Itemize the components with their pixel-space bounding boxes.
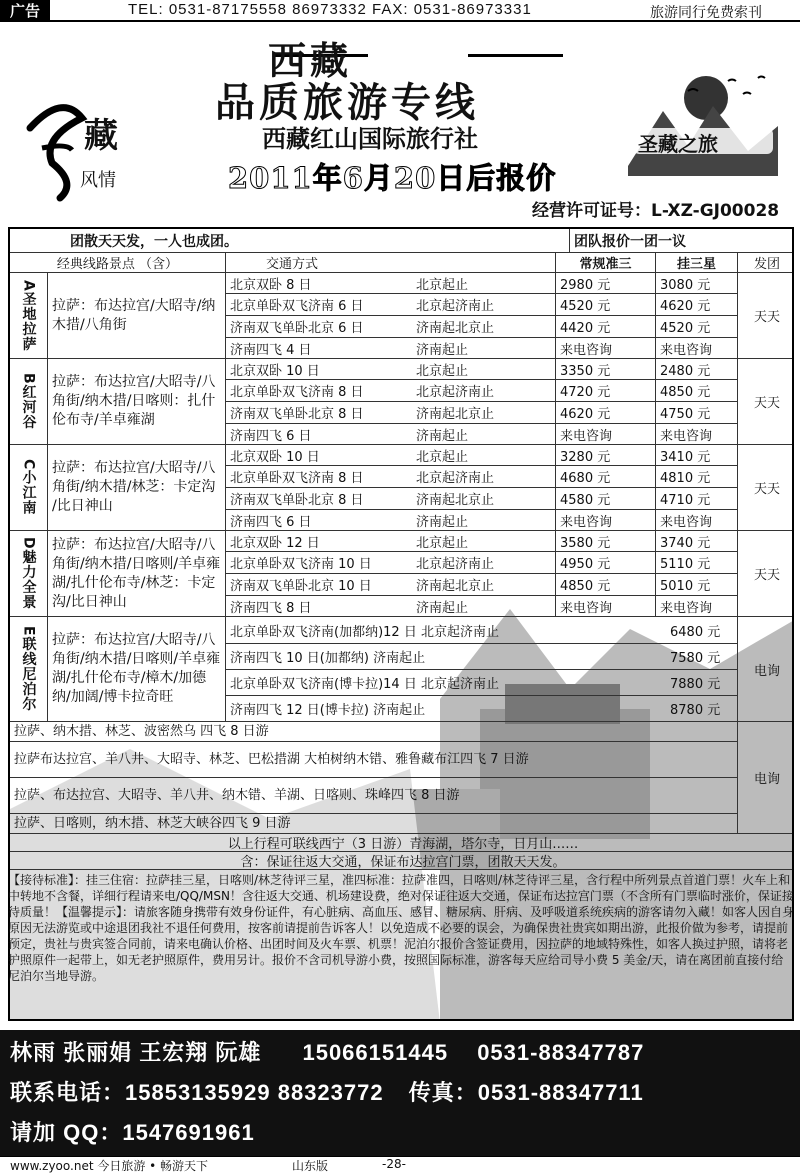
price-star3: 3410 元 (656, 445, 738, 465)
footer-contacts (0, 1030, 800, 1156)
table-row (226, 488, 738, 510)
price-star3: 来电咨询 (656, 510, 738, 530)
contact-phone-line: 联系电话：15853135929 88323772 传真：0531-88347711 (10, 1080, 644, 1105)
price-star3: 5010 元 (656, 574, 738, 595)
extra-route-text: 拉萨、日喀则，纳木措、林芝大峡谷四飞 9 日游 (10, 814, 738, 833)
transport-endpoints: 北京起济南止 (416, 385, 495, 400)
price-std: 来电咨询 (556, 424, 656, 444)
route-code: B红河谷 (10, 359, 48, 444)
route-depart: 天天 (753, 568, 780, 583)
page-number: -28- (382, 1157, 406, 1171)
transport-endpoints: 济南起北京止 (416, 407, 495, 422)
price: 7880 元 (666, 670, 738, 695)
route-group (10, 273, 794, 359)
ad-tag: 广告 (0, 0, 50, 22)
transport-mode: 北京单卧双飞济南(博卡拉)14 日 北京起济南止 (230, 677, 499, 692)
transport-endpoints: 济南起北京止 (416, 579, 495, 594)
route-depart: 天天 (753, 310, 780, 325)
transport-mode: 济南四飞 6 日 济南起止 (226, 424, 556, 444)
price-std: 来电咨询 (556, 338, 656, 358)
top-bar (0, 0, 800, 22)
table-row (226, 574, 738, 596)
extra-route-text: 拉萨布达拉宫、羊八井、大昭寺、林芝、巴松措湖 大柏树纳木错、雅鲁藏布江四飞 7 日游 (10, 742, 738, 777)
transport-mode: 济南四飞 4 日 济南起止 (226, 338, 556, 358)
price-star3: 4810 元 (656, 466, 738, 487)
table-row (226, 670, 738, 696)
header (0, 24, 800, 224)
route-spots: 拉萨：布达拉宫/大昭寺/八角街/纳木措/日喀则/羊卓雍湖/扎什伦布寺/林芝：卡定沟/比日神山 (48, 531, 226, 616)
price-std: 4620 元 (556, 402, 656, 423)
extra-route-row (10, 778, 738, 814)
license-number: 经营许可证号：L-XZ-GJ00028 (532, 201, 780, 221)
table-row (226, 424, 738, 445)
price-std: 2980 元 (556, 273, 656, 293)
transport-endpoints: 济南起北京止 (416, 493, 495, 508)
agency-name: 西藏红山国际旅行社 (262, 125, 478, 153)
include-row (10, 852, 794, 870)
qinghai-note: 以上行程可联线西宁（3 日游）青海湖，塔尔寺，日月山…… (227, 837, 579, 852)
mobile-number: 15066151445 (302, 1040, 449, 1065)
transport-endpoints: 济南起止 (416, 428, 469, 444)
table-row (226, 294, 738, 316)
price: 7580 元 (666, 644, 738, 669)
include-note: 含：保证往返大交通，保证布达拉宫门票，团散天天发。 (240, 855, 566, 870)
table-row (226, 531, 738, 552)
transport-mode: 北京单卧双飞济南 8 日 北京起济南止 (226, 466, 556, 487)
notes-block: 【接待标准】：挂三住宿：拉萨挂三星，日喀则/林芝待评三星，准四标准：拉萨准四，日喀则/林芝待评三星，含行程中所列景点首道门票！火车上和中转地不含餐，详细行程请来电/QQ/MSN！含往返大交通、机场建设费，绝对保证往返大交通，保证布达拉宫门票（不含所有门票临时涨价，保证接待质量！【温馨提示】：请旅客随身携带有效身份证件，有心脏病、高血压、感冒、糖尿病、肝病、及呼吸道系统疾病的游客请勿入藏！如客人因自身原因无法游览或中途退团我社不退任何费用，按客前请提前告诉客人！以免造成不必要的误会，为确保贵社贵宾如期出游，此报价做为参考，请提前预定，贵社与贵宾签合同前，请来电确认价格、出团时间及火车票、机票！泥泊尔报价含签证费用，因拉萨的地域特殊性，如客人换过护照，请将老护照原件一起带上，如无老护照原件，费用另计。报价不含司机导游小费，按照国际标准，游客每天应给司导小费 5 美金/天，请在离团前直接付给尼泊尔当地导游。 (8, 873, 795, 983)
qinghai-row (10, 834, 794, 852)
logo-right (628, 66, 778, 176)
route-code: C小江南 (10, 445, 48, 530)
price-std: 4580 元 (556, 488, 656, 509)
price-std: 3350 元 (556, 359, 656, 379)
route-spots: 拉萨：布达拉宫/大昭寺/八角街/纳木措/日喀则：扎什伦布寺/羊卓雍湖 (48, 359, 226, 444)
price-std: 来电咨询 (556, 510, 656, 530)
transport-mode: 北京双卧 8 日 北京起止 (226, 273, 556, 293)
table-row (226, 273, 738, 294)
logo-left-sub: 风情 (80, 170, 116, 191)
transport-mode: 济南双飞单卧北京 6 日 济南起北京止 (226, 316, 556, 337)
transport-mode: 济南四飞 12 日(博卡拉) 济南起止 (230, 703, 426, 718)
transport-endpoints: 北京起止 (416, 363, 469, 379)
transport-endpoints: 北京起济南止 (416, 557, 495, 572)
price-std: 4720 元 (556, 380, 656, 401)
banner-left: 团散天天发，一人也成团。 (10, 229, 570, 252)
price-std: 来电咨询 (556, 596, 656, 616)
table-row (226, 380, 738, 402)
qq-line: 请加 QQ：1547691961 (10, 1120, 255, 1145)
transport-endpoints: 北京起济南止 (416, 471, 495, 486)
table-row (226, 466, 738, 488)
route-depart: 电询 (753, 663, 780, 679)
price-std: 4520 元 (556, 294, 656, 315)
transport-endpoints: 济南起止 (416, 342, 469, 358)
route-group (10, 359, 794, 445)
transport-mode: 北京单卧双飞济南 10 日 北京起济南止 (226, 552, 556, 573)
table-row (226, 552, 738, 574)
mountain-sun-icon (628, 66, 778, 176)
price-star3: 3080 元 (656, 273, 738, 293)
transport-mode: 北京双卧 10 日 北京起止 (226, 359, 556, 379)
date-line: 2011年6月20日后报价 (228, 161, 557, 195)
price-star3: 2480 元 (656, 359, 738, 379)
table-row (226, 316, 738, 338)
site-line: www.zyoo.net 今日旅游 • 畅游天下 (10, 1159, 209, 1173)
transport-endpoints: 济南起北京止 (416, 321, 495, 336)
slogan: 旅游同行免费索刊 (650, 5, 762, 21)
table-banner (10, 229, 794, 253)
logo-left-char: 藏 (84, 116, 118, 156)
transport-endpoints: 北京起止 (416, 277, 469, 293)
price-std: 4680 元 (556, 466, 656, 487)
price-star3: 4750 元 (656, 402, 738, 423)
table-row (226, 696, 738, 722)
route-depart: 天天 (753, 482, 780, 497)
header-transport: 交通方式 (226, 253, 556, 272)
extras-depart: 电询 (753, 772, 780, 787)
price-star3: 来电咨询 (656, 424, 738, 444)
transport-mode: 济南双飞单卧北京 10 日 济南起北京止 (226, 574, 556, 595)
price-star3: 来电咨询 (656, 338, 738, 358)
transport-endpoints: 济南起止 (416, 600, 469, 616)
route-group (10, 445, 794, 531)
table-row (226, 510, 738, 531)
price-star3: 来电咨询 (656, 596, 738, 616)
route-spots: 拉萨：布达拉宫/大昭寺/八角街/纳木措/日喀则/羊卓雍湖/扎什伦布寺/樟木/加德纳/加阔/博卡拉奇旺 (48, 617, 226, 721)
province-edition: 山东版 (292, 1159, 329, 1173)
extra-route-text: 拉萨、纳木措、林芝、波密然乌 四飞 8 日游 (10, 722, 738, 741)
transport-mode: 北京双卧 12 日 北京起止 (226, 531, 556, 551)
table-row (226, 644, 738, 670)
table-row (226, 402, 738, 424)
route-code: A圣地拉萨 (10, 273, 48, 358)
header-star3: 挂三星 (656, 253, 738, 272)
price-std: 4950 元 (556, 552, 656, 573)
transport-endpoints: 北京起济南止 (416, 299, 495, 314)
extra-route-row (10, 742, 738, 778)
contact-names: 林雨 张丽娟 王宏翔 阮雄 15066151445 0531-88347787 (10, 1040, 645, 1065)
table-row (226, 596, 738, 617)
price-star3: 4850 元 (656, 380, 738, 401)
price-star3: 5110 元 (656, 552, 738, 573)
tel-number: 0531-88347787 (477, 1040, 645, 1065)
logo-right-text: 圣藏之旅 (638, 132, 718, 156)
route-spots: 拉萨：布达拉宫/大昭寺/纳木措/八角街 (48, 273, 226, 358)
transport-mode: 北京双卧 10 日 北京起止 (226, 445, 556, 465)
price-std: 4420 元 (556, 316, 656, 337)
price: 6480 元 (666, 617, 738, 643)
price-star3: 4520 元 (656, 316, 738, 337)
logo-left (22, 88, 162, 203)
route-spots: 拉萨：布达拉宫/大昭寺/八角街/纳木措/林芝：卡定沟 /比日神山 (48, 445, 226, 530)
transport-mode: 济南双飞单卧北京 8 日 济南起北京止 (226, 402, 556, 423)
banner-right: 团队报价一团一议 (574, 233, 686, 250)
title-quality-line: 品质旅游专线 (215, 79, 479, 126)
price: 8780 元 (666, 696, 738, 721)
transport-mode: 济南四飞 8 日 济南起止 (226, 596, 556, 616)
transport-mode: 北京单卧双飞济南 8 日 北京起济南止 (226, 380, 556, 401)
price-star3: 3740 元 (656, 531, 738, 551)
table-row (226, 359, 738, 380)
transport-endpoints: 北京起止 (416, 449, 469, 465)
table-row (226, 617, 738, 644)
route-code: D魅力全景 (10, 531, 48, 616)
route-code: E联线尼泊尔 (10, 617, 48, 721)
route-group (10, 531, 794, 617)
fax-number: 0531-88347711 (477, 1080, 644, 1105)
price-star3: 4620 元 (656, 294, 738, 315)
extra-route-row (10, 814, 738, 834)
extra-route-row (10, 722, 738, 742)
bottom-bar (0, 1156, 800, 1172)
header-std: 常规准三 (556, 253, 656, 272)
extra-route-text: 拉萨、布达拉宫、大昭寺、羊八井、纳木错、羊湖、日喀则、珠峰四飞 8 日游 (10, 778, 738, 813)
table-row (226, 338, 738, 359)
transport-mode: 济南四飞 6 日 济南起止 (226, 510, 556, 530)
transport-mode: 北京单卧双飞济南(加都纳)12 日 北京起济南止 (230, 624, 499, 640)
transport-mode: 济南双飞单卧北京 8 日 济南起北京止 (226, 488, 556, 509)
transport-endpoints: 北京起止 (416, 535, 469, 551)
title-dash-right (468, 54, 563, 57)
header-route: 经典线路景点 （含） (10, 253, 226, 272)
route-group-nepal (10, 617, 794, 722)
price-std: 3280 元 (556, 445, 656, 465)
transport-mode: 济南四飞 10 日(加都纳) 济南起止 (230, 651, 426, 666)
extra-routes (10, 722, 794, 834)
header-depart: 发团 (753, 257, 780, 272)
transport-endpoints: 济南起止 (416, 514, 469, 530)
transport-mode: 北京单卧双飞济南 6 日 北京起济南止 (226, 294, 556, 315)
price-std: 4850 元 (556, 574, 656, 595)
table-row (226, 445, 738, 466)
price-std: 3580 元 (556, 531, 656, 551)
price-star3: 4710 元 (656, 488, 738, 509)
route-depart: 天天 (753, 396, 780, 411)
qq-number: 1547691961 (122, 1120, 255, 1145)
title-tibet: 西藏 (268, 38, 353, 83)
table-header (10, 253, 794, 273)
contact-line: TEL: 0531-87175558 86973332 FAX: 0531-86973331 (128, 1, 532, 18)
